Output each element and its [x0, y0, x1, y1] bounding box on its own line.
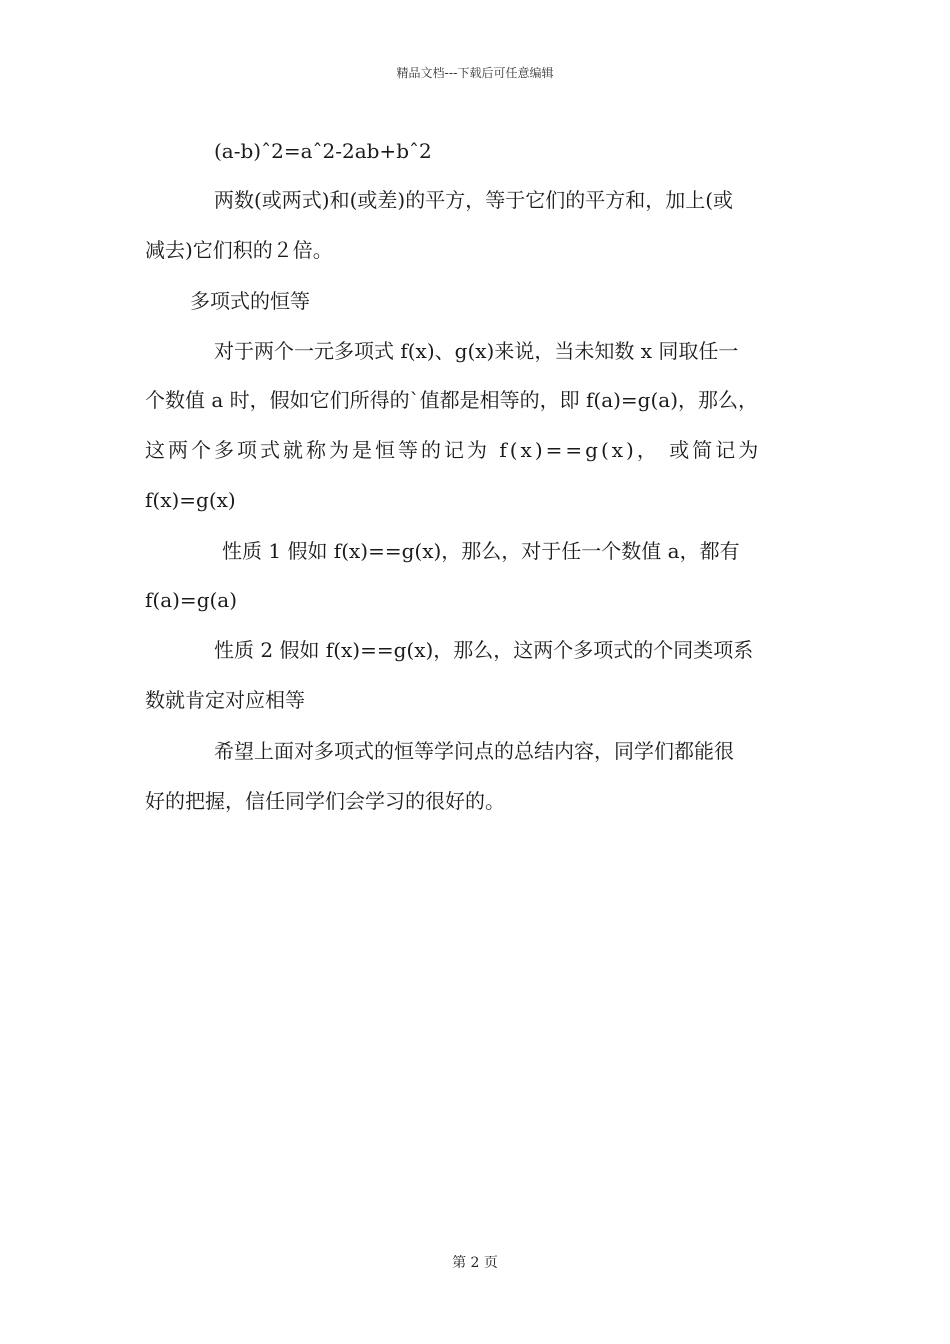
paragraph-identity-line-2: 个数值 a 时，假如它们所得的`值都是相等的，即 f(a)=g(a)，那么， [145, 388, 759, 412]
paragraph-square-rule-line-2: 减去)它们积的２倍。 [145, 238, 333, 262]
closing-line-2: 好的把握，信任同学们会学习的很好的。 [145, 789, 505, 813]
section-heading: 多项式的恒等 [190, 289, 310, 313]
paragraph-identity-line-3: 这两个多项式就称为是恒等的记为 f(x)==g(x)， 或简记为 [145, 438, 762, 462]
property-2-line-2: 数就肯定对应相等 [145, 688, 305, 712]
formula-line: (a-b)ˆ2=aˆ2-2ab+bˆ2 [214, 139, 432, 163]
page-number: 第 2 页 [452, 1255, 498, 1271]
paragraph-identity-line-4: f(x)=g(x) [145, 488, 236, 512]
property-1-line-2: f(a)=g(a) [145, 588, 238, 612]
closing-line-1: 希望上面对多项式的恒等学问点的总结内容，同学们都能很 [214, 739, 734, 763]
property-1-line-1: 性质 1 假如 f(x)==g(x)，那么，对于任一个数值 a，都有 [222, 539, 740, 563]
property-2-line-1: 性质 2 假如 f(x)==g(x)，那么，这两个多项式的个同类项系 [214, 638, 754, 662]
page-header: 精品文档---下载后可任意编辑 [396, 66, 554, 80]
paragraph-square-rule-line-1: 两数(或两式)和(或差)的平方，等于它们的平方和，加上(或 [214, 188, 734, 212]
paragraph-identity-line-1: 对于两个一元多项式 f(x)、g(x)来说，当未知数 x 同取任一 [214, 339, 739, 363]
